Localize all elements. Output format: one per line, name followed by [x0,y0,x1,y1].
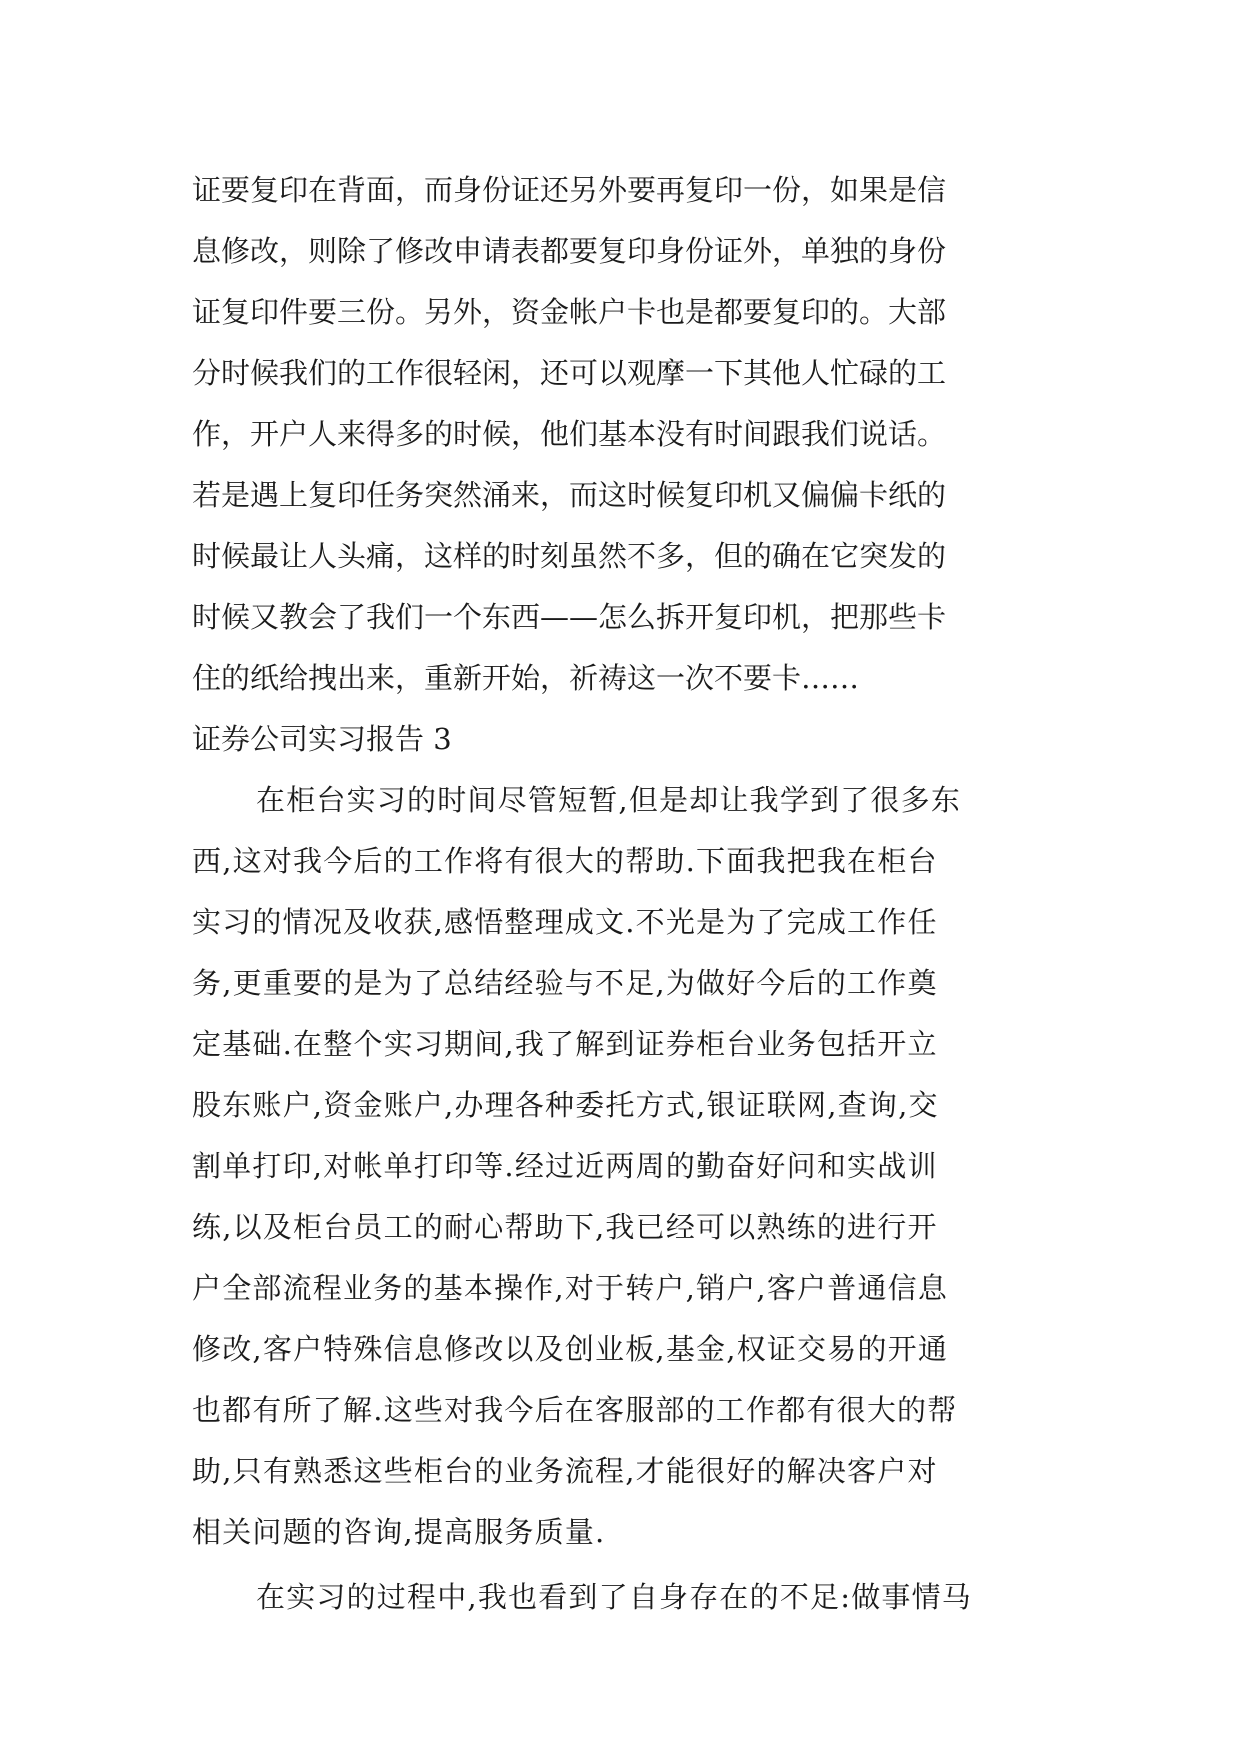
text-line: 户全部流程业务的基本操作,对于转户,销户,客户普通信息 [192,1271,949,1305]
text-line: 西,这对我今后的工作将有很大的帮助.下面我把我在柜台 [192,844,938,878]
paragraph-continued [192,160,1072,709]
text-line: 定基础.在整个实习期间,我了解到证券柜台业务包括开立 [192,1027,938,1061]
text-line: 在柜台实习的时间尽管短暂,但是却让我学到了很多东 [256,783,962,817]
text-line: 时候又教会了我们一个东西——怎么拆开复印机，把那些卡 [192,600,947,634]
text-line: 相关问题的咨询,提高服务质量. [192,1515,606,1549]
text-line: 助,只有熟悉这些柜台的业务流程,才能很好的解决客户对 [192,1454,938,1488]
text-line: 时候最让人头痛，这样的时刻虽然不多，但的确在它突发的 [192,539,947,573]
text-line: 股东账户,资金账户,办理各种委托方式,银证联网,查询,交 [192,1088,939,1122]
text-line: 证要复印在背面，而身份证还另外要再复印一份，如果是信 [192,173,947,207]
text-line: 分时候我们的工作很轻闲，还可以观摩一下其他人忙碌的工 [192,356,947,390]
document-body [192,160,1072,1628]
text-line: 若是遇上复印任务突然涌来，而这时候复印机又偏偏卡纸的 [192,478,947,512]
text-line: 练,以及柜台员工的耐心帮助下,我已经可以熟练的进行开 [192,1210,938,1244]
text-line: 务,更重要的是为了总结经验与不足,为做好今后的工作奠 [192,966,938,1000]
text-line: 作，开户人来得多的时候，他们基本没有时间跟我们说话。 [192,417,947,451]
text-line: 住的纸给拽出来，重新开始，祈祷这一次不要卡…… [192,661,860,695]
text-line: 割单打印,对帐单打印等.经过近两周的勤奋好问和实战训 [192,1149,938,1183]
text-line: 修改,客户特殊信息修改以及创业板,基金,权证交易的开通 [192,1332,949,1366]
text-line: 也都有所了解.这些对我今后在客服部的工作都有很大的帮 [192,1393,958,1427]
text-line: 实习的情况及收获,感悟整理成文.不光是为了完成工作任 [192,905,938,939]
text-line: 证复印件要三份。另外，资金帐户卡也是都要复印的。大部 [192,295,947,329]
section-heading: 证券公司实习报告 3 [192,722,452,756]
paragraph-shortcomings [192,1567,1072,1628]
text-line: 息修改，则除了修改申请表都要复印身份证外，单独的身份 [192,234,947,268]
paragraph-report-intro [192,770,1072,1563]
text-line: 在实习的过程中,我也看到了自身存在的不足:做事情马 [256,1580,972,1614]
